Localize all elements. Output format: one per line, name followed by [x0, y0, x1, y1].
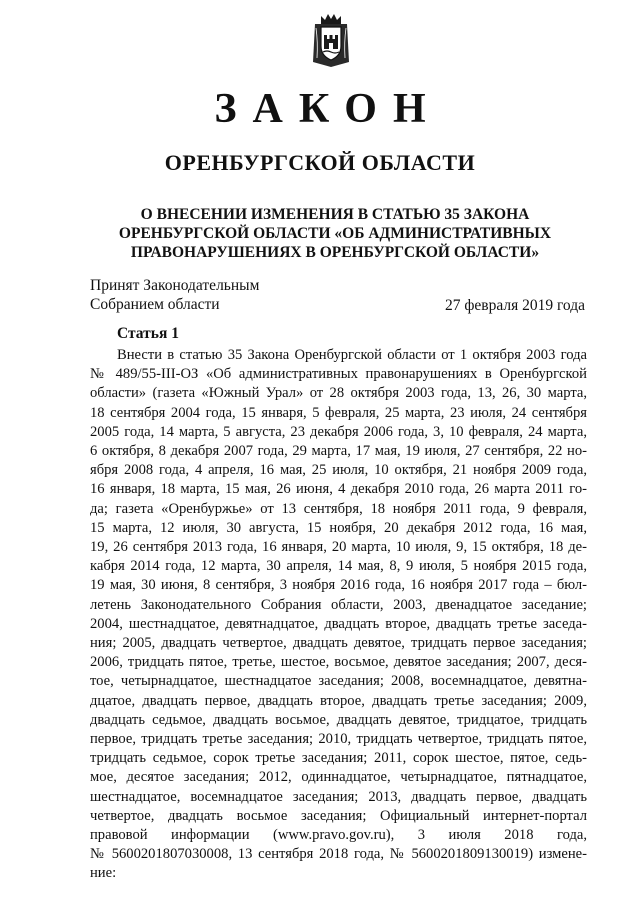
subject-line: ПРАВОНАРУШЕНИЯХ В ОРЕНБУРГСКОЙ ОБЛАСТИ» [130, 244, 540, 261]
body-line: 18 сентября 2004 года, 15 января, 5 февраля, 25 марта, 23 июля, 24 сентября [90, 404, 587, 421]
body-line: 15 марта, 12 июля, 30 августа, 15 ноября, 20 декабря 2012 года, 16 мая, [90, 519, 587, 536]
body-line: № 5600201807030008, 13 сентября 2018 года, № 5600201809130019) измене- [90, 846, 587, 863]
body-line: 2005 года, 14 марта, 5 августа, 23 декабря 2006 года, 3, 10 февраля, 24 марта, [90, 423, 587, 440]
law-subject-heading [100, 205, 570, 262]
subject-line: ОРЕНБУРГСКОЙ ОБЛАСТИ «ОБ АДМИНИСТРАТИВНЫХ [118, 225, 552, 242]
body-line: № 489/55-III-ОЗ «Об административных правонарушениях в Оренбургской [90, 366, 587, 383]
law-title: ЗАКОН [214, 86, 442, 132]
adoption-note [90, 276, 259, 314]
body-line: тридцать седьмое, сорок третье заседания; 2011, сорок шестое, пятое, седь- [90, 750, 587, 767]
body-line: двадцать седьмое, двадцать восьмое, двадцать девятое, тридцатое, тридцать [90, 711, 587, 728]
body-line: ние: [90, 865, 117, 882]
body-line: тое, четырнадцатое, шестнадцатое заседания; 2008, восемнадцатое, девятна- [90, 673, 587, 690]
region-title: ОРЕНБУРГСКОЙ ОБЛАСТИ [164, 150, 476, 175]
body-line: да; газета «Оренбуржье» от 13 сентября, 18 ноября 2011 года, 9 февраля, [90, 500, 587, 517]
adoption-line: Принят Законодательным [90, 277, 260, 294]
adoption-date: 27 февраля 2019 года [444, 297, 585, 314]
body-line: шестнадцатое, восемнадцатое заседания; 2013, двадцать первое, двадцать [90, 788, 587, 805]
body-line: 19, 26 сентября 2013 года, 16 января, 20 марта, 10 июля, 9, 15 октября, 18 де- [90, 539, 587, 556]
body-line: дцатое, двадцать первое, двадцать второе, двадцать третье заседания; 2009, [90, 692, 587, 709]
body-line: кабря 2014 года, 12 марта, 30 апреля, 14 мая, 8, 9 июля, 5 ноября 2015 года, [90, 558, 587, 575]
body-line: 6 октября, 8 декабря 2007 года, 29 марта, 17 мая, 19 июля, 27 сентября, 22 но- [90, 443, 587, 460]
article-heading: Статья 1 [117, 325, 179, 342]
body-line: первое, тридцать третье заседания; 2010, тридцать четвертое, тридцать пятое, [90, 731, 587, 748]
body-line: ния; 2005, двадцать четвертое, двадцать девятое, тридцать первое заседания; [90, 635, 587, 652]
body-line: области» (газета «Южный Урал» от 28 октября 2003 года, 13, 26, 30 марта, [90, 385, 587, 402]
body-line: летень Законодательного Собрания области, 2003, двенадцатое заседание; [90, 596, 587, 613]
body-line: Внести в статью 35 Закона Оренбургской области от 1 октября 2003 года [117, 347, 587, 363]
coat-of-arms-icon [311, 12, 351, 68]
body-line: 16 января, 18 марта, 15 мая, 26 июня, 4 декабря 2010 года, 26 марта 2011 го- [90, 481, 587, 498]
article-body [90, 346, 587, 884]
body-line: 2004, шестнадцатое, девятнадцатое, двадцать второе, двадцать третье заседа- [90, 615, 587, 632]
body-line: мое, десятое заседания; 2012, одиннадцатое, четырнадцатое, пятнадцатое, [90, 769, 587, 786]
body-line: ября 2008 года, 4 апреля, 16 мая, 25 июля, 10 октября, 21 ноября 2009 года, [90, 462, 587, 479]
body-line: 19 мая, 30 июня, 8 сентября, 3 ноября 2016 года, 16 ноября 2017 года – бюл- [90, 577, 587, 594]
subject-line: О ВНЕСЕНИИ ИЗМЕНЕНИЯ В СТАТЬЮ 35 ЗАКОНА [140, 206, 530, 223]
adoption-line: Собранием области [90, 296, 220, 313]
body-line: правовой информации (www.pravo.gov.ru), 3 июля 2018 года, [90, 827, 587, 844]
body-line: четвертое, двадцать восьмое заседания; Официальный интернет-портал [90, 807, 587, 824]
body-line: 2006, тридцать пятое, третье, шестое, восьмое, девятое заседания; 2007, деся- [90, 654, 587, 671]
